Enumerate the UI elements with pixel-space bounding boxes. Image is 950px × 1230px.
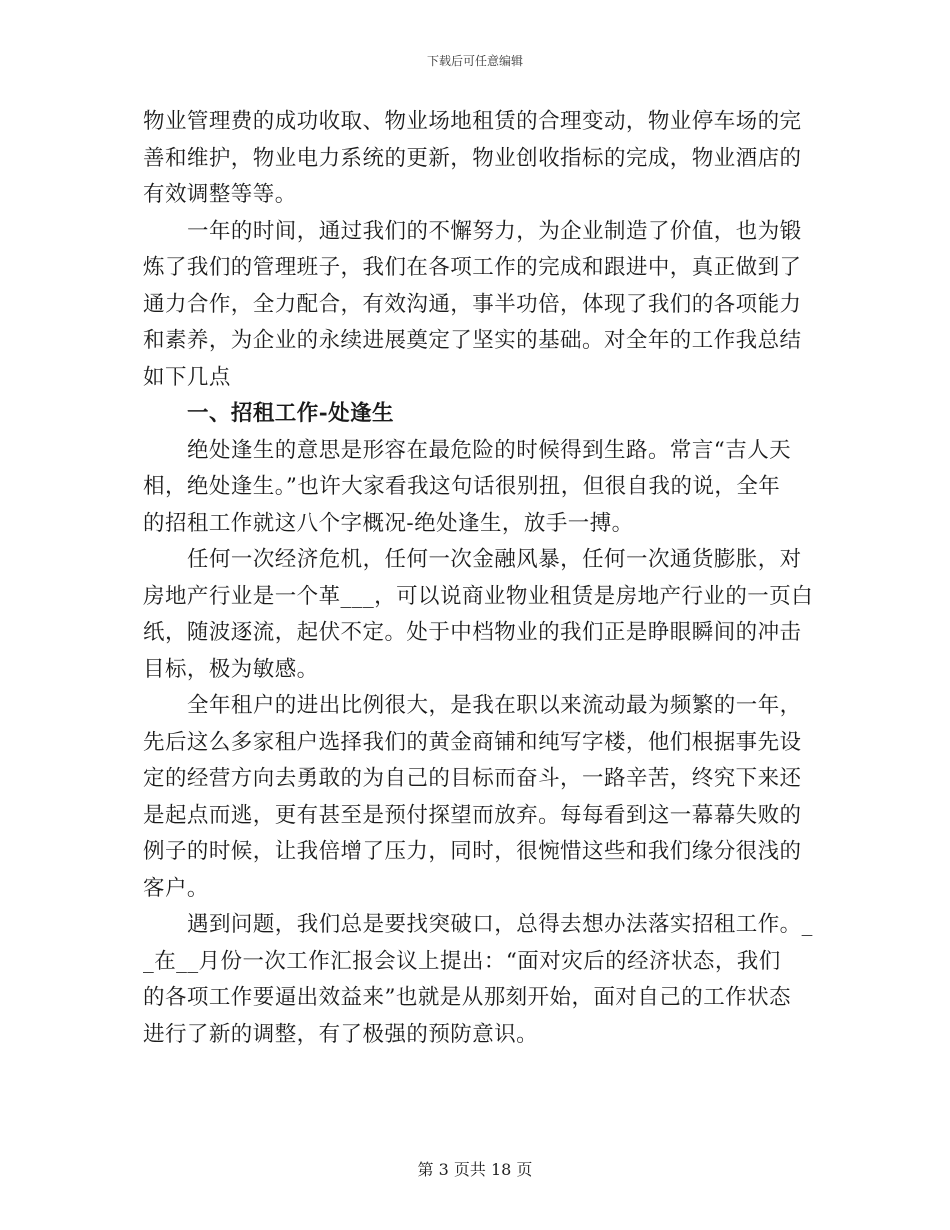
text-line: 炼了我们的管理班子，我们在各项工作的完成和跟进中，真正做到了 <box>143 255 802 280</box>
text-line: 的招租工作就这八个字概况-绝处逢生，放手一搏。 <box>143 510 634 536</box>
text-line: 先后这么多家租户选择我们的黄金商铺和纯写字楼，他们根据事先设 <box>143 729 802 755</box>
text-line: 通力合作，全力配合，有效沟通，事半功倍，体现了我们的各项能力 <box>143 291 802 317</box>
text-line: 是起点而逃，更有甚至是预付探望而放弃。每每看到这一幕幕失败的 <box>143 802 802 828</box>
section-heading: 一、招租工作-处逢生 <box>187 401 394 426</box>
text-line: 和素养，为企业的永续进展奠定了坚实的基础。对全年的工作我总结 <box>143 328 802 353</box>
text-line: 遇到问题，我们总是要找突破口，总得去想办法落实招租工作。_ <box>187 912 813 937</box>
text-line: 一年的时间，通过我们的不懈努力，为企业制造了价值，也为锻 <box>187 218 802 244</box>
text-line: 任何一次经济危机，任何一次金融风暴，任何一次通货膨胀，对 <box>187 547 802 572</box>
text-line: 善和维护，物业电力系统的更新，物业创收指标的完成，物业酒店的 <box>143 145 802 171</box>
text-line: 有效调整等等。 <box>143 182 297 207</box>
text-line: 相，绝处逢生。”也许大家看我这句话很别扭，但很自我的说，全年 <box>143 474 781 499</box>
text-line: 例子的时候，让我倍增了压力，同时，很惋惜这些和我们缘分很浅的 <box>143 839 802 864</box>
text-line: _在__月份一次工作汇报会议上提出：“面对灾后的经济状态，我们 <box>143 948 781 974</box>
text-line: 物业管理费的成功收取、物业场地租赁的合理变动，物业停车场的完 <box>143 109 802 134</box>
text-line: 定的经营方向去勇敢的为自己的目标而奋斗，一路辛苦，终究下来还 <box>143 766 802 791</box>
text-line: 客户。 <box>143 875 209 901</box>
text-line: 目标，极为敏感。 <box>143 656 319 682</box>
text-line: 进行了新的调整，有了极强的预防意识。 <box>143 1021 539 1047</box>
text-line: 绝处逢生的意思是形容在最危险的时候得到生路。常言“吉人天 <box>187 437 792 463</box>
text-line: 房地产行业是一个革___，可以说商业物业租赁是房地产行业的一页白 <box>143 583 814 609</box>
text-line: 全年租户的进出比例很大，是我在职以来流动最为频繁的一年， <box>187 693 802 718</box>
text-line: 如下几点 <box>143 364 231 390</box>
document-body <box>143 104 814 1053</box>
text-line: 的各项工作要逼出效益来”也就是从那刻开始，面对自己的工作状态 <box>143 985 791 1010</box>
text-line: 纸，随波逐流，起伏不定。处于中档物业的我们正是睁眼瞬间的冲击 <box>143 620 802 645</box>
page-header: 下载后可任意编辑 <box>426 54 523 68</box>
page-number: 第 3 页共 18 页 <box>417 1160 533 1179</box>
